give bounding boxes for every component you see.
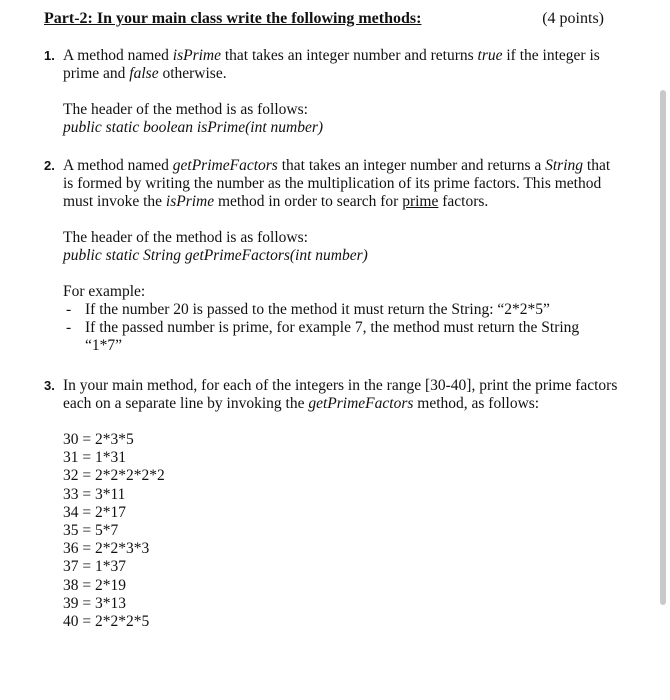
method-signature: public static boolean isPrime(int number) — [63, 119, 324, 136]
question-number: 2. — [44, 158, 55, 173]
question-number: 3. — [44, 378, 55, 393]
section-header — [44, 10, 604, 30]
output-line: 40 = 2*2*2*5 — [63, 613, 150, 631]
keyword: false — [129, 65, 159, 82]
method-name: isPrime — [165, 193, 215, 210]
output-line: 31 = 1*31 — [63, 449, 126, 467]
question-body — [63, 377, 633, 631]
dash-bullet: - — [66, 301, 72, 318]
output-line: 32 = 2*2*2*2*2 — [63, 467, 165, 485]
output-line: 37 = 1*37 — [63, 558, 126, 576]
example-label: For example: — [63, 283, 146, 300]
dash-bullet: - — [66, 319, 72, 336]
question-text-line: A method named getPrimeFactors that takes an integer number and returns a String that — [63, 157, 611, 174]
question-text-line: In your main method, for each of the integers in the range [30-40], print the prime factors — [63, 377, 618, 394]
underlined-word: prime — [402, 193, 439, 210]
method-header-label: The header of the method is as follows: — [63, 101, 308, 118]
list-item: - If the passed number is prime, for example 7, the method must return the String “1*7” — [66, 319, 580, 354]
output-line: 36 = 2*2*3*3 — [63, 540, 150, 558]
question-body — [63, 47, 633, 137]
output-list — [63, 431, 633, 631]
question-text-line: is formed by writing the number as the multiplication of its prime factors. This method — [63, 175, 602, 192]
section-title: Part-2: In your main class write the following methods: — [44, 10, 422, 27]
output-line: 34 = 2*17 — [63, 503, 126, 521]
method-header-label: The header of the method is as follows: — [63, 229, 308, 246]
question-text-line: A method named isPrime that takes an integer number and returns true if the integer is — [63, 47, 600, 64]
question-text-line: must invoke the isPrime method in order to search for prime factors. — [63, 193, 489, 210]
method-name: isPrime — [172, 47, 221, 64]
question-text-line: each on a separate line by invoking the getPrimeFactors method, as follows: — [63, 395, 540, 412]
list-item: - If the number 20 is passed to the method it must return the String: “2*2*5” — [66, 301, 550, 318]
example-list — [63, 301, 633, 355]
question-number: 1. — [44, 48, 55, 63]
output-line: 38 = 2*19 — [63, 576, 126, 594]
vertical-scrollbar[interactable] — [660, 90, 666, 605]
question-body — [63, 157, 633, 355]
output-line: 30 = 2*3*5 — [63, 431, 134, 448]
method-name: getPrimeFactors — [172, 157, 278, 174]
points-label: (4 points) — [542, 10, 604, 27]
question-text-line: prime and false otherwise. — [63, 65, 227, 82]
method-name: getPrimeFactors — [308, 395, 414, 412]
output-line: 39 = 3*13 — [63, 594, 126, 612]
type-name: String — [545, 157, 584, 174]
output-line: 33 = 3*11 — [63, 485, 126, 503]
keyword: true — [477, 47, 503, 64]
output-line: 35 = 5*7 — [63, 522, 119, 540]
method-signature: public static String getPrimeFactors(int number) — [63, 247, 368, 264]
